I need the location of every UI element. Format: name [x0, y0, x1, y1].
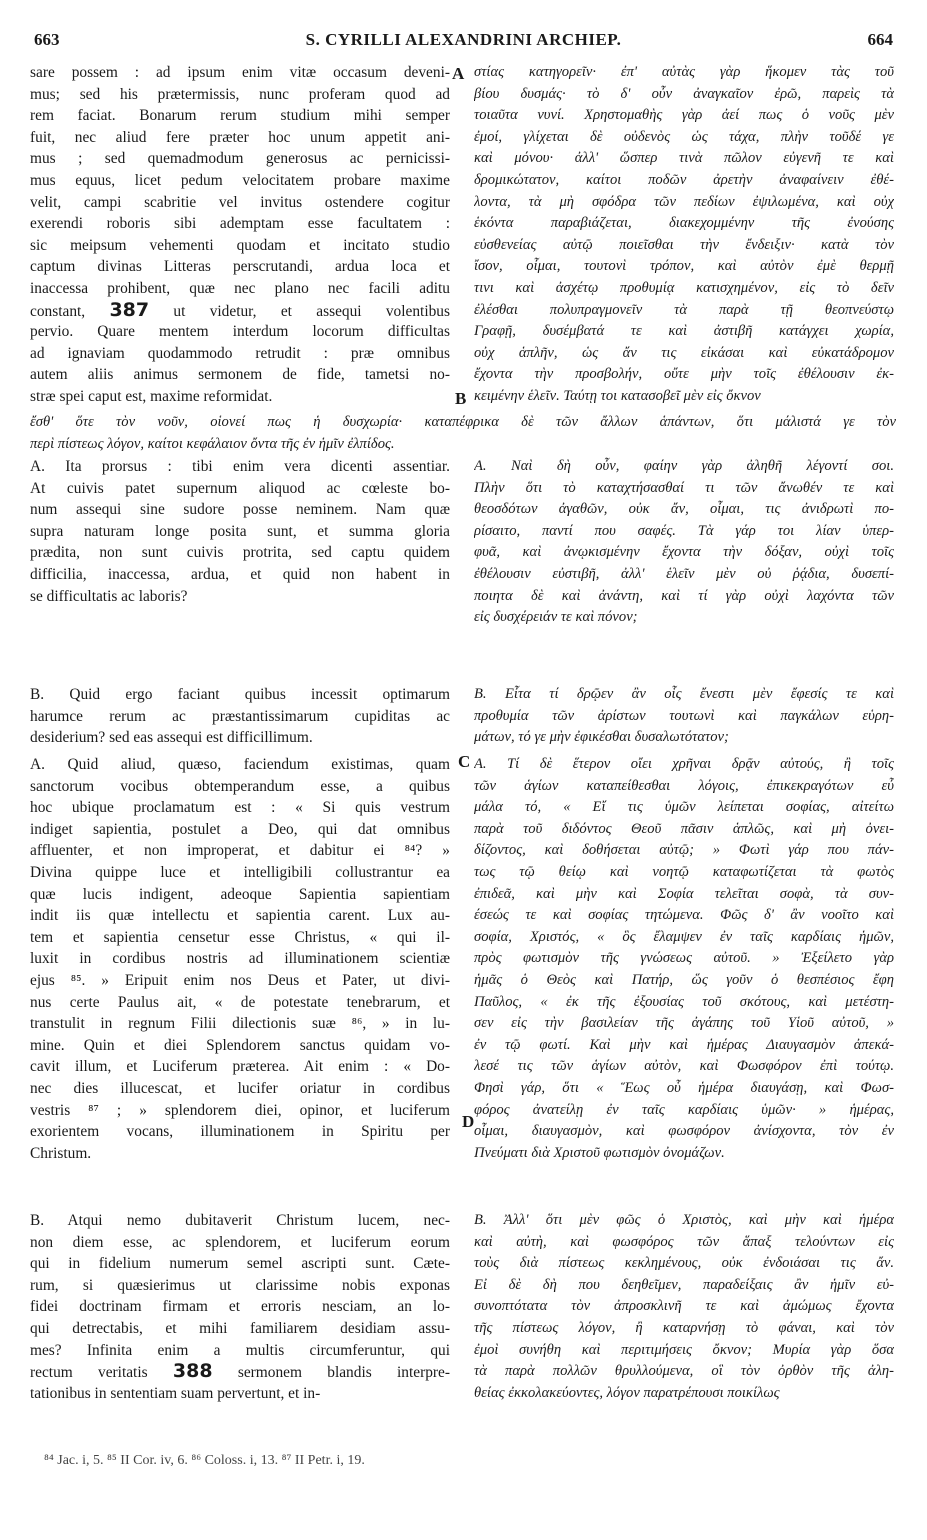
text-line: τινι καὶ ἀσχέτῳ προθυμίᾳ κατισχημένον, εἰς τὸ δεῖν: [474, 279, 894, 296]
text-line: transtulit in regnum Filii dilectionis suæ ⁸⁶, » in lu-: [30, 1015, 450, 1033]
text-line: rem faciat. Bonarum rerum studium mihi semper: [30, 107, 450, 125]
text-line: εἰς δυσχέρειάν τε καὶ πόνον;: [474, 609, 638, 626]
text-line: num assequi sine sudore posse neminem. Nam quæ: [30, 501, 450, 519]
section-marker-b: B: [455, 389, 467, 408]
text-line: τῶν ἁγίων καταπείθεσθαι λόγοις, ἐπικεκραγότων εὖ: [474, 777, 894, 794]
text-line: ἐμοὶ συνήθη καὶ περιτιμήσεις ὄκνον; Μυρία γὰρ ὅσα: [474, 1341, 894, 1358]
text-line: μάλα τό, « Εἴ τις ὑμῶν λείπεται σοφίας, αἰτείτω: [474, 799, 894, 816]
greek-block-4: [474, 754, 894, 1164]
text-line: exerendi roboris sibi ademptam esse facultatem :: [30, 215, 450, 233]
text-line: τοὺς διὰ πίστεως κεκλημένους, οὐκ ἐνδοιάσαι τις ἄν.: [474, 1255, 894, 1272]
running-title: S. CYRILLI ALEXANDRINI ARCHIEP.: [305, 30, 622, 49]
text-line: se difficultatis ac laboris?: [30, 587, 188, 605]
text-line: supra naturam longe posita sunt, et summa gloria: [30, 522, 450, 540]
text-line: ποιητα δὲ καὶ ἀνάντη, καὶ τί γὰρ οὐχὶ λαχόντα τῶν: [474, 587, 894, 604]
text-line: fuit, nec aliud fere præter hoc unum appetit ani-: [30, 128, 450, 146]
text-line: quæ lucis indigent, adeoque Sapientia sapientiam: [30, 885, 450, 903]
greek-full-width: [30, 412, 896, 455]
text-line: οἶμαι, διαυγασμὸν, καὶ φωσφόρον ἀνίσχοντα, τὸν ἐν: [474, 1123, 894, 1140]
text-line: stræ spei caput est, maxime reformidat.: [30, 387, 273, 405]
text-line: καὶ μόνου· ἀλλ' ὥσπερ τινὰ πῶλον εὐγενῆ τε καὶ: [474, 150, 894, 167]
text-line: τως τῷ θείῳ καὶ νοητῷ καταφωτίζεται τὰ φωτὸς: [474, 863, 894, 880]
text-line: περὶ πίστεως λόγον, καίτοι κεφάλαιον ὄντα τῆς ἐν ἡμῖν ἐλπίδος.: [30, 435, 395, 452]
text-line: mus equus, licet pedum velocitatem probare maxime: [30, 171, 450, 189]
text-line: ἑκόντα παραβιάζεται, διακεχομμένην τῆς ἐνούσης: [474, 215, 894, 232]
text-line: Παῦλος, « ἐκ τῆς ἐξουσίας τοῦ σκότους, καὶ μετέστη-: [474, 993, 894, 1010]
text-line: prædita, non sunt cuivis protrita, sed captu quidem: [30, 544, 450, 562]
text-line: παρὰ τοῦ διδόντος Θεοῦ πᾶσιν ἁπλῶς, καὶ μὴ ὀνει-: [474, 820, 894, 837]
greek-block-3: [474, 684, 894, 749]
text-line: τοιαῦτα νυνί. Χρηστομαθὴς γὰρ ἀεί πως ὁ νοῦς μὲν: [474, 107, 894, 124]
text-line: ἔχοντα τὴν προσβολήν, οὔτε μὴν τοῖς ἐθέλουσιν ἐκ-: [474, 366, 894, 383]
text-line: ἐπιδεᾶ, καὶ μὴν καὶ Σοφία τελεῖται σοφὰ, τὰ συν-: [474, 885, 894, 902]
text-line: tationibus in sententiam suam pervertunt, et in-: [30, 1384, 321, 1402]
greek-block-5: [474, 1210, 894, 1404]
text-line: Πλὴν ὅτι τὸ καταχτήσασθαί τι τῶν ἄνωθέν τε καὶ: [474, 479, 894, 496]
section-marker-c: C: [458, 752, 471, 771]
text-line: Γραφῇ, δυσέμβατά τε καὶ ἀστιβῆ κατάγχει χωρία,: [474, 323, 894, 340]
text-line: πρὸς φωτισμὸν τῆς γνώσεως αὐτοῦ. » Ἐξείλετο γὰρ: [474, 950, 894, 967]
section-marker-a: A: [452, 64, 465, 83]
text-line: ἐν τῷ φωτί. Καὶ μὴν καὶ ἡμέρας Διαυγασμὸν ἀπεκά-: [474, 1036, 894, 1053]
text-line: Α. Ναὶ δὴ οὖν, φαίην γὰρ ἀληθῆ λέγοντί σοι.: [474, 458, 894, 474]
text-line: φυᾶ, καὶ ἀνῳκισμένην ἔχοντα τὴν δόξαν, οὐχὶ τοῖς: [474, 544, 894, 561]
text-line: autem aliis animus sermonem de fide, tametsi no-: [30, 366, 450, 384]
text-line: mine. Quin et diei Splendorem sanctus quidam vo-: [30, 1036, 450, 1054]
text-line: A. Ita prorsus : tibi enim vera dicenti assentiar.: [30, 458, 450, 475]
text-line: luxit in cordibus nostris ad illuminationem scientiæ: [30, 950, 450, 968]
text-line: καὶ αὐτὴ, καὶ φωσφόρος τῶν ἅπαξ τελούντων εἰς: [474, 1233, 894, 1250]
text-line: qui detrectabis, et mihi familiarem desidiam assu-: [30, 1319, 450, 1337]
latin-block-4: [30, 754, 450, 1164]
text-line: constant, 387 ut videtur, et assequi volentibus: [30, 299, 450, 321]
text-line: μάτων, τό γε μὴν ἐφικέσθαι δυσαλωτότατον;: [474, 729, 729, 746]
text-line: ἔσθ' ὅτε τὸν νοῦν, οἱονεί πως ἡ δυσχωρία· καταπέφρικα δὲ τῶν ἄλλων ἁπάντων, ὅτι μάλιστά γε τὸν: [30, 414, 896, 430]
text-line: φόρος ἀνατείλῃ ἐν ταῖς καρδίαις ὑμῶν· » ἡμέρας,: [474, 1101, 894, 1118]
text-line: Divina quippe luce et intelligibili collustrantur ea: [30, 863, 450, 881]
text-line: δίζοντος, καὶ δοθήσεται αὐτῷ; » Φωτὶ γάρ που πάν-: [474, 842, 894, 859]
text-line: mes? Infinita enim a multis circumferuntur, qui: [30, 1341, 450, 1359]
text-line: sic meipsum vehementi quodam et incitato studio: [30, 236, 450, 254]
text-line: hoc ubique proclamatum est : « Si quis vestrum: [30, 799, 450, 817]
text-line: στίας κατηγορεῖν· ἐπ' αὐτὰς γὰρ ἥκομεν τὰς τοῦ: [474, 64, 894, 80]
text-line: qui in fidelium numerum semel ascripti sunt. Cæte-: [30, 1255, 450, 1273]
text-line: affluenter, et non improperat, et dabitur ei ⁸⁴? »: [30, 842, 450, 860]
text-line: τῆς πίστεως λόγον, ἢ καταρνήσῃ τὸ φάναι, καὶ τὸν: [474, 1319, 894, 1336]
text-line: tem et sapientia censetur esse Christus, « qui il-: [30, 928, 450, 946]
text-line: οὐχ ἁπλῆν, ὡς ἄν τις εἰκάσαι καὶ εὐκατάδρομον: [474, 344, 894, 361]
text-line: εὐσθενείας αὐτῷ ποιεῖσθαι τὴν ἔνδειξιν· κατὰ τὸν: [474, 236, 894, 253]
text-line: inaccessa prohibent, quæ nec plano nec facili aditu: [30, 279, 450, 297]
text-line: προθυμία τῶν ἀρίστων τουτωνὶ καὶ παγκάλων εὑρη-: [474, 707, 894, 724]
text-line: non diem esse, ac splendorem, et luciferum eorum: [30, 1233, 450, 1251]
text-line: cavit illum, et Luciferum præterea. Ait enim : « Do-: [30, 1058, 450, 1076]
text-line: ἐμοί, γλίχεται δὲ οὐδενὸς ὡς τάχα, πλὴν τοῦδέ γε: [474, 128, 894, 145]
text-line: Christum.: [30, 1144, 92, 1162]
text-line: βίου δυσμάς· τὸ δ' οὖν ἀναγκαῖον ἐρῶ, παρεὶς τὰ: [474, 85, 894, 102]
text-line: velit, campi scabritie vel invitus ostendere cogitur: [30, 193, 450, 211]
text-line: ejus ⁸⁵. » Eripuit enim nos Deus et Pater, ut divi-: [30, 971, 450, 989]
text-line: vestris ⁸⁷ ; » splendorem diei, opinor, et luciferum: [30, 1101, 450, 1119]
text-line: ἐλέσθαι πολυπραγμονεῖν τὰ παρὰ τῇ θεοπνεύστῳ: [474, 301, 894, 318]
text-line: A. Quid aliud, quæso, faciendum existimas, quam: [30, 756, 450, 773]
text-line: indiget sapientia, postulet a Deo, qui dat omnibus: [30, 820, 450, 838]
text-line: nec dies illucescat, et lucifer oriatur in cordibus: [30, 1079, 450, 1097]
text-line: ἴσον, οἶμαι, τουτονὶ τρόπον, καὶ αὐτὸν ἐμὲ θερμῇ: [474, 258, 894, 275]
text-line: pervio. Quare mentem interdum locorum difficultas: [30, 323, 450, 341]
text-line: exorientem vocans, illuminationem in Spiritu per: [30, 1123, 450, 1141]
text-line: ad ignaviam quodammodo retrudit : præ omnibus: [30, 344, 450, 362]
text-line: mus; sed his prætermissis, nunc proferam quod ad: [30, 85, 450, 103]
text-line: Β. Ἀλλ' ὅτι μὲν φῶς ὁ Χριστὸς, καὶ μὴν καὶ ἡμέρα: [474, 1212, 894, 1228]
page-number-left: 663: [34, 30, 60, 49]
text-line: λοντα, τὰ μὴ σφόδρα τῶν πεδίων ἐψιλωμένα, καὶ οὐχ: [474, 193, 894, 210]
text-line: fidei doctrinam firmam et erroris nesciam, an lo-: [30, 1298, 450, 1316]
text-line: harumce rerum ac præstantissimarum cupiditas ac: [30, 707, 450, 725]
text-line: ρίσαιτο, παντί που σαφές. Τὰ γάρ τοι λίαν ὑπερ-: [474, 522, 894, 539]
latin-block-5: [30, 1210, 450, 1404]
text-line: captum divinas Litteras perscrutandi, ardua loca et: [30, 258, 450, 276]
text-line: έσεώς τε καὶ σοφίας τητώμενα. Φῶς δ' ἂν νοοῖτο καὶ: [474, 907, 894, 924]
page-number-right: 664: [867, 30, 893, 49]
text-line: nus certe Paulus ait, « de potestate tenebrarum, et: [30, 993, 450, 1011]
text-line: rectum veritatis 388 sermonem blandis interpre-: [30, 1361, 450, 1383]
greek-block-1: [474, 62, 894, 408]
text-line: λεσέ τις τῶν ἁγίων αὐτὸν, καὶ Φωσφόρον ἐπὶ τούτῳ.: [474, 1058, 894, 1075]
latin-block-2: [30, 456, 450, 607]
text-line: sare possem : ad ipsum enim vitæ occasum deveni-: [30, 64, 450, 81]
greek-block-2: [474, 456, 894, 629]
text-line: θεοσδότων ἀγαθῶν, οὐκ ἄν, οἶμαι, τις ἀνιδρωτὶ πο-: [474, 501, 894, 518]
text-line: σεν εἰς τὴν βασιλείαν τῆς ἀγάπης τοῦ Υἱοῦ αὐτοῦ, »: [474, 1015, 894, 1032]
text-line: Α. Τί δὲ ἕτερον οἴει χρῆναι δρᾷν αὐτούς, ἢ τοῖς: [474, 756, 894, 772]
text-line: Εἰ δὲ δὴ που δεηθεῖμεν, παραδείξαις ἂν ἡμῖν εὐ-: [474, 1276, 894, 1293]
text-line: θείας ἐκκολακεύοντες, λόγον παρατρέπουσι ποικίλως: [474, 1384, 780, 1401]
text-line: ἡμᾶς ὁ Θεὸς καὶ Πατήρ, ὥς γοῦν ὁ θεσπέσιος ἔφη: [474, 971, 894, 988]
text-line: B. Atqui nemo dubitaverit Christum lucem, nec-: [30, 1212, 450, 1229]
latin-block-1: [30, 62, 450, 408]
text-line: rum, si quæsierimus ut clarissime nobis exponas: [30, 1276, 450, 1294]
text-line: desiderium? sed eas assequi est difficillimum.: [30, 729, 313, 747]
text-line: Πνεύματι διὰ Χριστοῦ φωτισμὸν ὀνομάζων.: [474, 1144, 725, 1161]
text-line: indit iis quæ intellectu et sapientia carent. Lux au-: [30, 907, 450, 925]
section-marker-d: D: [462, 1112, 475, 1131]
text-line: συνοπτότατα τὸν ἀπροσκλινῆ τε καὶ ἀμώμως ἔχοντα: [474, 1298, 894, 1315]
text-line: At cuivis patet supernum aliquod ac cœleste bo-: [30, 479, 450, 497]
text-line: sanctorum vocibus obtemperandum esse, a quibus: [30, 777, 450, 795]
text-line: B. Quid ergo faciant quibus incessit optimarum: [30, 686, 450, 703]
text-line: σοφία, Χριστός, « ὃς ἔλαμψεν ἐν ταῖς καρδίαις ἡμῶν,: [474, 928, 894, 945]
footnotes: ⁸⁴ Jac. i, 5. ⁸⁵ II Cor. iv, 6. ⁸⁶ Coloss. i, 13. ⁸⁷ II Petr. i, 19.: [44, 1453, 365, 1468]
page-header: [34, 30, 893, 56]
text-line: Β. Εἶτα τί δρῷεν ἂν οἷς ἔνεστι μὲν ἔφεσίς τε καὶ: [474, 686, 894, 702]
text-line: τὰ παρὰ πολλῶν θρυλλούμενα, οἳ τὸν ὀρθὸν τῆς ἀλη-: [474, 1363, 894, 1380]
text-line: difficilia, inaccessa, ardua, et quid non habent in: [30, 565, 450, 583]
text-line: ἐθέλουσιν εὐστιβῆ, ἀλλ' ἑλεῖν μὲν οὐ ῥᾴδια, δυσεπί-: [474, 565, 894, 582]
text-line: Φησὶ γάρ, ὅτι « Ἕως οὗ ἡμέρα διαυγάσῃ, καὶ Φωσ-: [474, 1079, 894, 1096]
text-line: κειμένην ἑλεῖν. Ταύτῃ τοι κατασοβεῖ μὲν εἰς ὄκνον: [474, 387, 761, 404]
text-line: mus ; sed quemadmodum generosus ac pernicissi-: [30, 150, 450, 168]
text-line: δρομικώτατον, καίτοι ποδῶν ἀρετὴν ἀναφαίνειν ἐθέ-: [474, 171, 894, 188]
latin-block-3: [30, 684, 450, 749]
